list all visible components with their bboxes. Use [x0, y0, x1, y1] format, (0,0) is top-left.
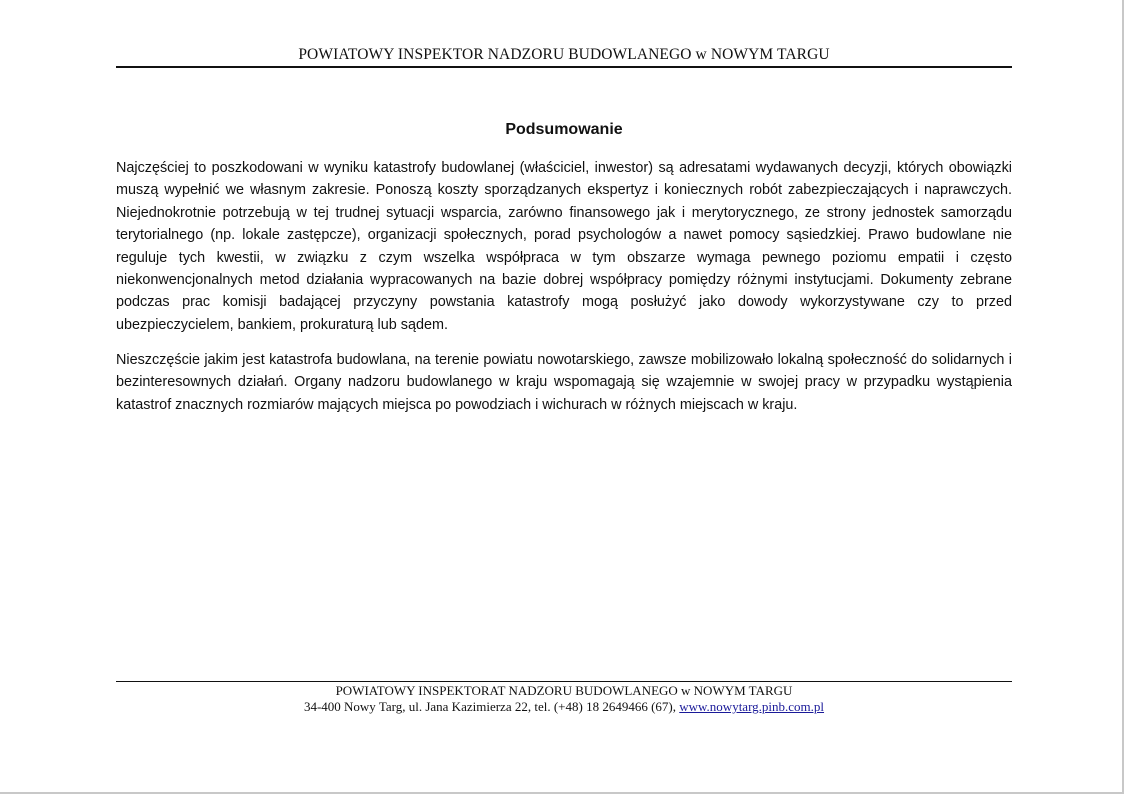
paragraph-2: Nieszczęście jakim jest katastrofa budowlana, na terenie powiatu nowotarskiego, zawsze mobilizowało lokalną społeczność do solidarnych i bezinteresownych działań. Organy nadzoru budowlanego w kraju wspomagają się wzajemnie w swojej pracy w przypadku wystąpienia katastrof znacznych rozmiarów mających miejsca po powodziach i wichurach w różnych miejscach w kraju.	[116, 352, 1012, 413]
section-title: Podsumowanie	[505, 121, 623, 138]
footer-contact	[116, 699, 1012, 715]
footer-address: 34-400 Nowy Targ, ul. Jana Kazimierza 22, tel. (+48) 18 2649466 (67),	[303, 699, 680, 714]
website-link[interactable]: www.nowytarg.pinb.com.pl	[679, 699, 825, 714]
page-footer	[116, 683, 1012, 715]
footer-divider	[116, 681, 1012, 682]
header-divider	[116, 66, 1012, 68]
paragraph-1: Najczęściej to poszkodowani w wyniku katastrofy budowlanej (właściciel, inwestor) są adresatami wydawanych decyzji, których obowiązki muszą wypełnić we własnym zakresie. Ponoszą koszty sporządzanych ekspertyz i koniecznych robót zabezpieczających i naprawczych. Niejednokrotnie potrzebują w tej trudnej sytuacji wsparcia, zarówno finansowego jak i merytorycznego, ze strony jednostek samorządu terytorialnego (np. lokale zastępcze), organizacji społecznych, porad psychologów a nawet pomocy sąsiedzkiej. Prawo budowlane nie reguluje tych kwestii, w związku z czym wszelka współpraca w tym obszarze wymaga pewnego poziomu empatii i często niekonwencjonalnych metod działania wypracowanych na bazie dobrej współpracy pomiędzy różnymi instytucjami. Dokumenty zebrane podczas prac komisji badającej przyczyny powstania katastrofy mogą posłużyć jako dowody wykorzystywane czy to przed ubezpieczycielem, bankiem, prokuraturą lub sądem.	[116, 160, 1012, 333]
page-header: POWIATOWY INSPEKTOR NADZORU BUDOWLANEGO w NOWYM TARGU	[298, 46, 830, 63]
footer-organization: POWIATOWY INSPEKTORAT NADZORU BUDOWLANEGO w NOWYM TARGU	[335, 683, 793, 698]
